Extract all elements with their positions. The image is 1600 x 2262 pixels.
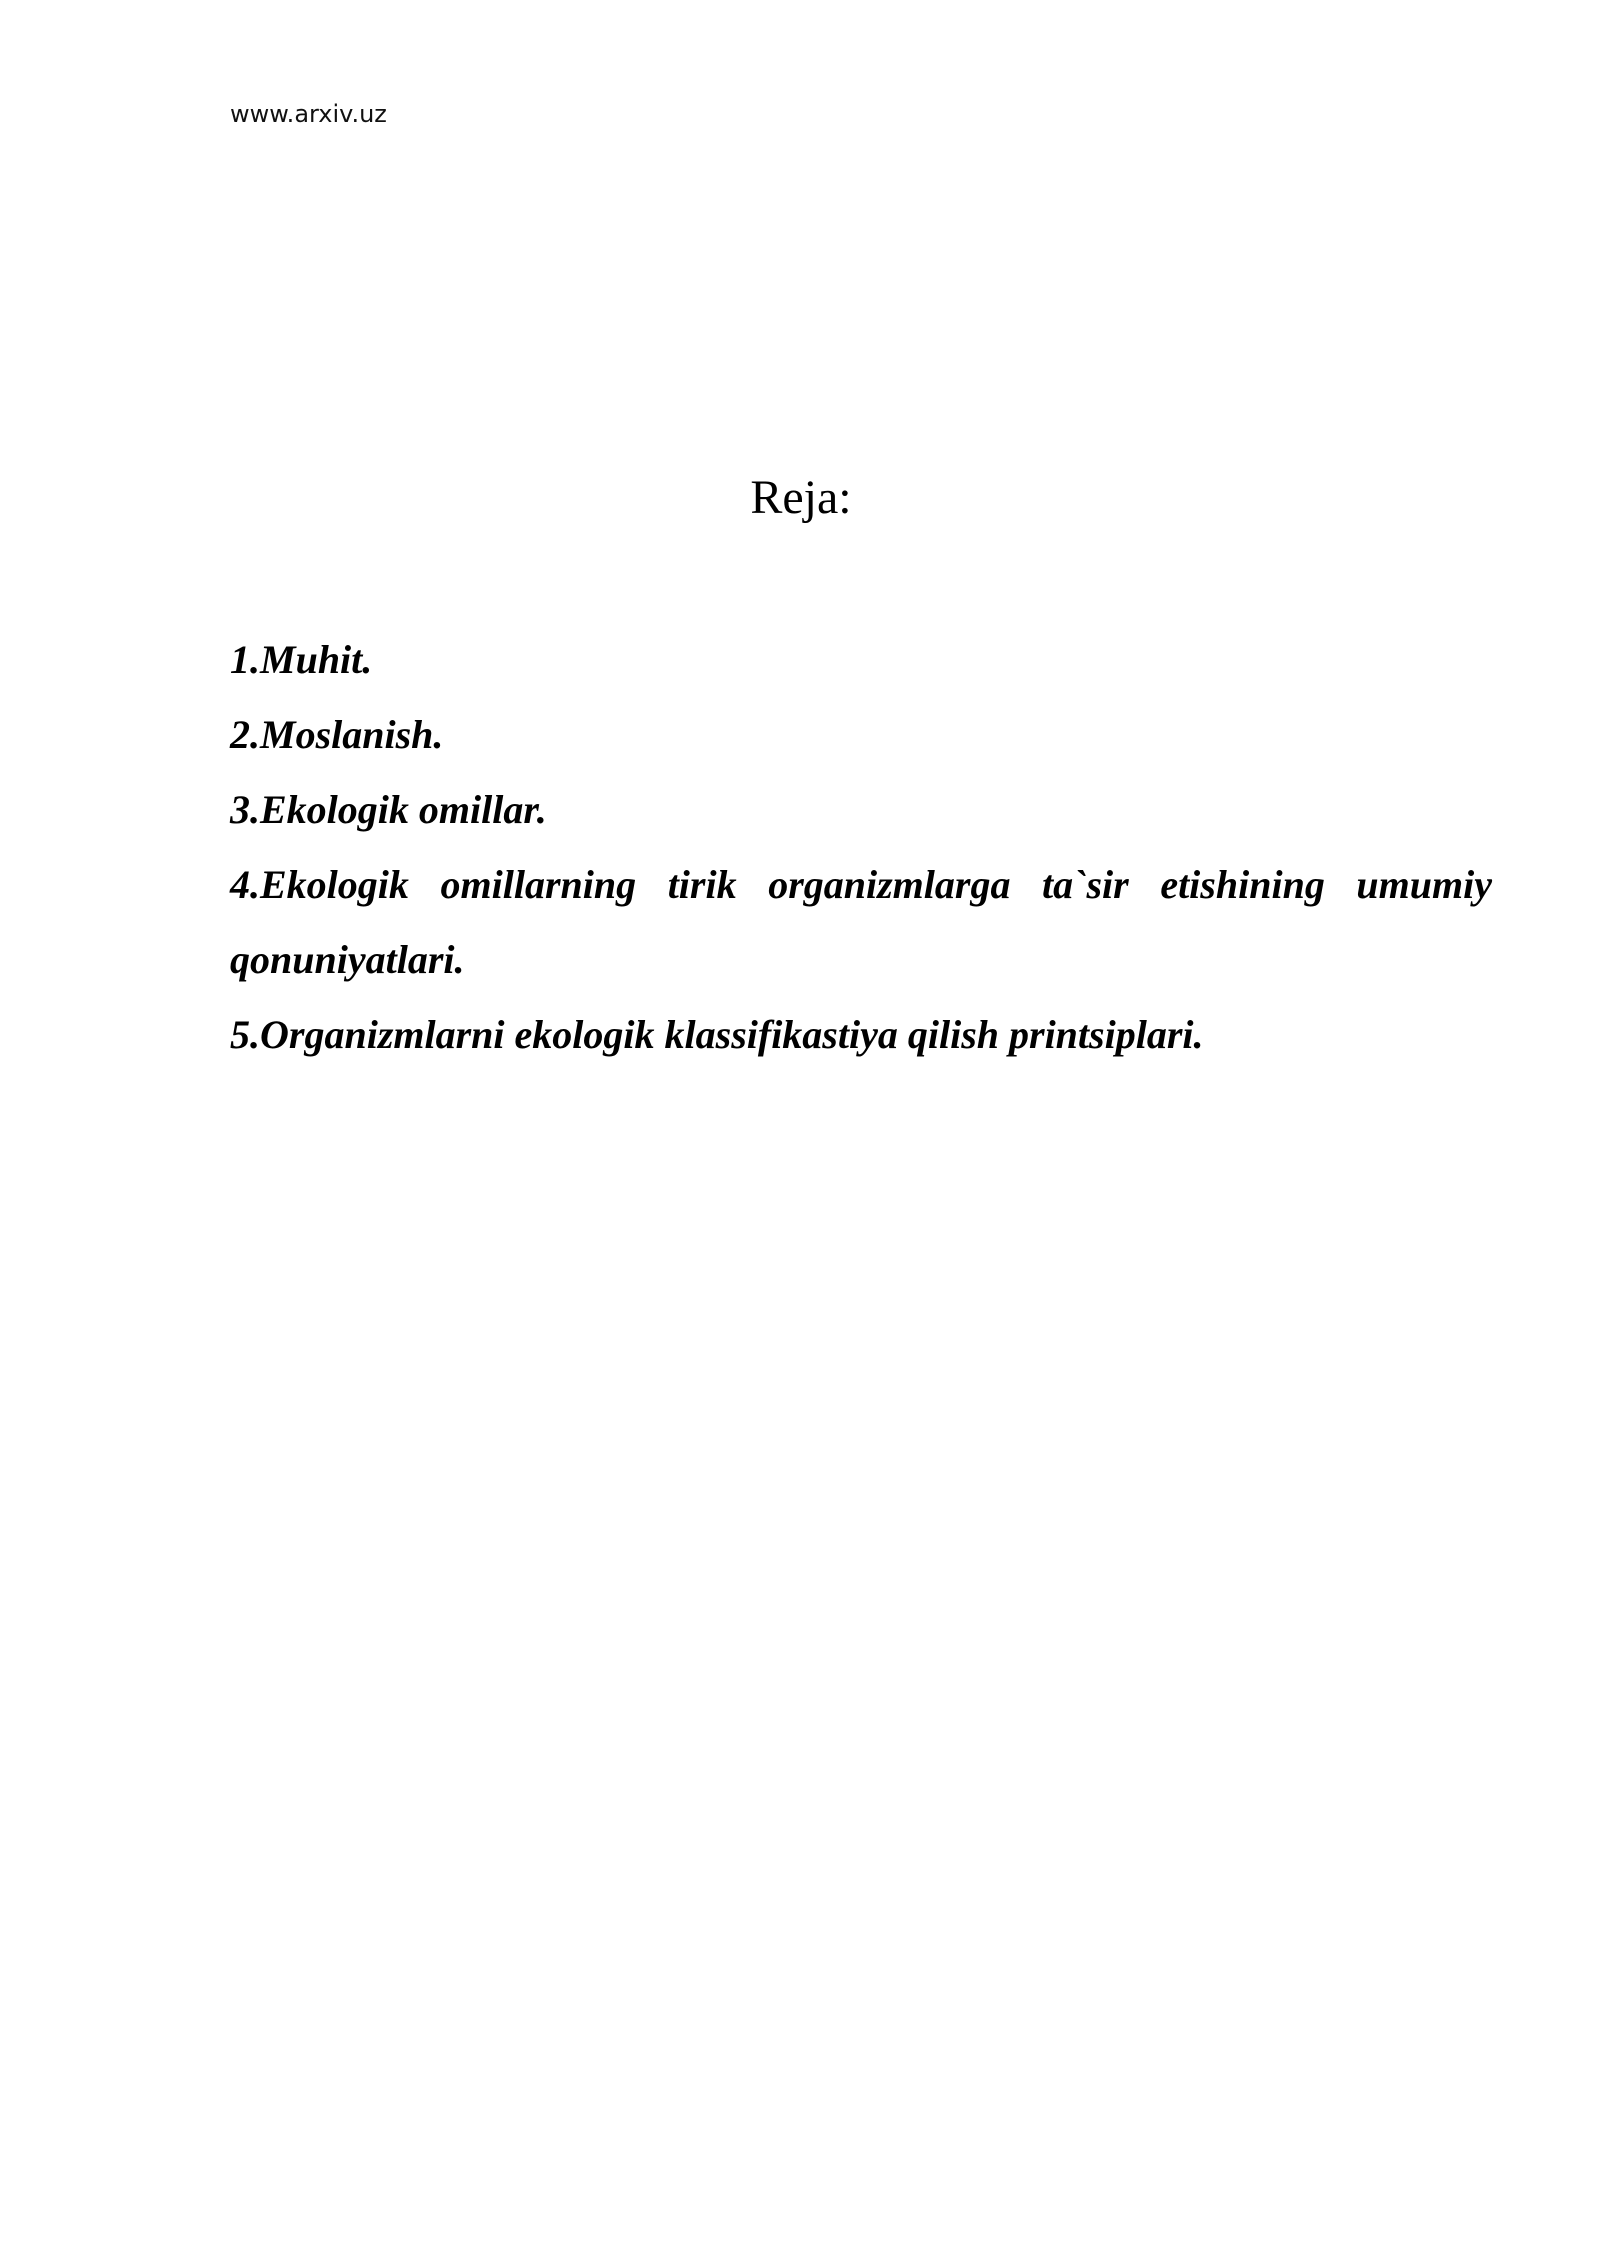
list-item: 4.Ekologik omillarning tirik organizmlarga ta`sir etishining umumiy qonuniyatlari. [230,862,1492,982]
page-title: Reja: [750,471,852,524]
list-item: 1.Muhit. [230,637,373,682]
site-url: www.arxiv.uz [230,100,387,128]
list-item: 3.Ekologik omillar. [230,787,547,832]
list-item: 5.Organizmlarni ekologik klassifikastiya qilish printsiplari. [230,1012,1204,1057]
plan-list [230,622,1492,1072]
list-item: 2.Moslanish. [230,712,444,757]
